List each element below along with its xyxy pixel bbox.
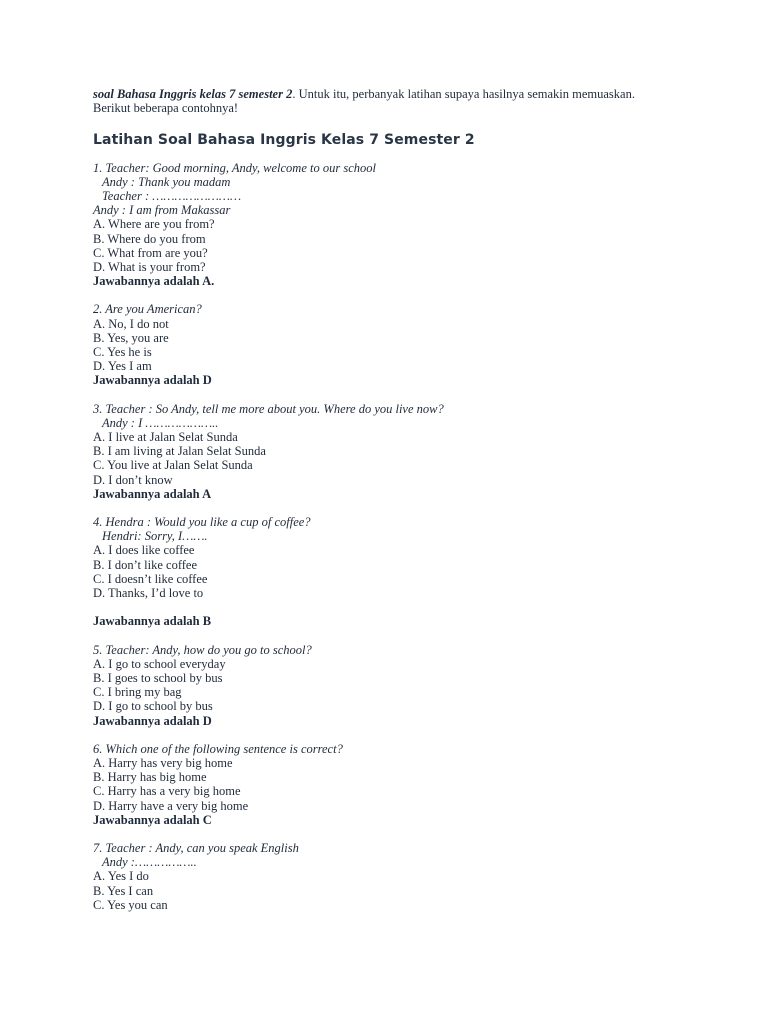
question-prompt: 6. Which one of the following sentence is correct?: [93, 741, 343, 756]
answer-option: C. What from are you?: [93, 245, 208, 260]
intro-text: . Untuk itu, perbanyak latihan supaya hasilnya semakin memuaskan. Berikut beberapa contohnya!: [93, 87, 635, 116]
answer-option: A. I go to school everyday: [93, 656, 226, 671]
document-page: [93, 87, 673, 926]
dialogue-line: Andy : I am from Makassar: [93, 203, 231, 218]
answer-option: D. Harry have a very big home: [93, 798, 249, 813]
question-6: [93, 742, 673, 827]
answer-option: C. Harry has a very big home: [93, 784, 241, 799]
answer-option: C. Yes you can: [93, 897, 168, 912]
answer-option: D. Thanks, I’d love to: [93, 586, 204, 601]
dialogue-line: Andy : I ………………..: [102, 415, 219, 430]
answer-option: C. You live at Jalan Selat Sunda: [93, 458, 253, 473]
question-prompt: 1. Teacher: Good morning, Andy, welcome to our school: [93, 160, 376, 175]
answer-option: A. Where are you from?: [93, 217, 215, 232]
answer-option: B. I goes to school by bus: [93, 670, 223, 685]
question-prompt: 7. Teacher : Andy, can you speak English: [93, 840, 299, 855]
intro-italic: soal Bahasa Inggris kelas 7 semester 2: [93, 87, 293, 101]
answer-option: D. Yes I am: [93, 359, 152, 374]
dialogue-line: Andy : Thank you madam: [102, 174, 231, 189]
answer-option: D. What is your from?: [93, 260, 206, 275]
answer-key: Jawabannya adalah B: [93, 614, 212, 629]
section-heading: Latihan Soal Bahasa Inggris Kelas 7 Semester 2: [93, 132, 475, 149]
answer-option: B. I am living at Jalan Selat Sunda: [93, 444, 266, 459]
question-list: [93, 161, 673, 912]
question-5: [93, 643, 673, 728]
answer-key: Jawabannya adalah D: [93, 713, 212, 728]
answer-option: A. I live at Jalan Selat Sunda: [93, 430, 238, 445]
answer-option: D. I go to school by bus: [93, 699, 213, 714]
question-prompt: 2. Are you American?: [93, 302, 202, 317]
answer-option: D. I don’t know: [93, 472, 173, 487]
answer-option: B. I don’t like coffee: [93, 557, 198, 572]
answer-option: A. Harry has very big home: [93, 755, 233, 770]
question-prompt: 3. Teacher : So Andy, tell me more about you. Where do you live now?: [93, 401, 444, 416]
answer-option: B. Yes I can: [93, 883, 154, 898]
answer-option: B. Yes, you are: [93, 330, 169, 345]
answer-option: B. Where do you from: [93, 231, 206, 246]
answer-key: Jawabannya adalah A.: [93, 274, 215, 289]
dialogue-line: Teacher : ……………………: [102, 189, 242, 204]
question-4: [93, 515, 673, 628]
answer-option: A. Yes I do: [93, 869, 149, 884]
answer-key: Jawabannya adalah D: [93, 373, 212, 388]
answer-option: B. Harry has big home: [93, 770, 207, 785]
question-7: [93, 841, 673, 912]
question-3: [93, 402, 673, 501]
answer-key: Jawabannya adalah A: [93, 486, 212, 501]
dialogue-line: Andy :……………..: [102, 855, 197, 870]
question-2: [93, 302, 673, 387]
answer-option: A. No, I do not: [93, 316, 169, 331]
dialogue-line: Hendri: Sorry, I…….: [102, 529, 208, 544]
question-prompt: 5. Teacher: Andy, how do you go to school?: [93, 642, 312, 657]
spacer: [93, 600, 673, 614]
answer-key: Jawabannya adalah C: [93, 812, 212, 827]
answer-option: C. I bring my bag: [93, 685, 182, 700]
question-prompt: 4. Hendra : Would you like a cup of coffee?: [93, 515, 311, 530]
answer-option: C. Yes he is: [93, 345, 152, 360]
answer-option: C. I doesn’t like coffee: [93, 571, 208, 586]
answer-option: A. I does like coffee: [93, 543, 195, 558]
intro-paragraph: [93, 87, 673, 115]
question-1: [93, 161, 673, 289]
